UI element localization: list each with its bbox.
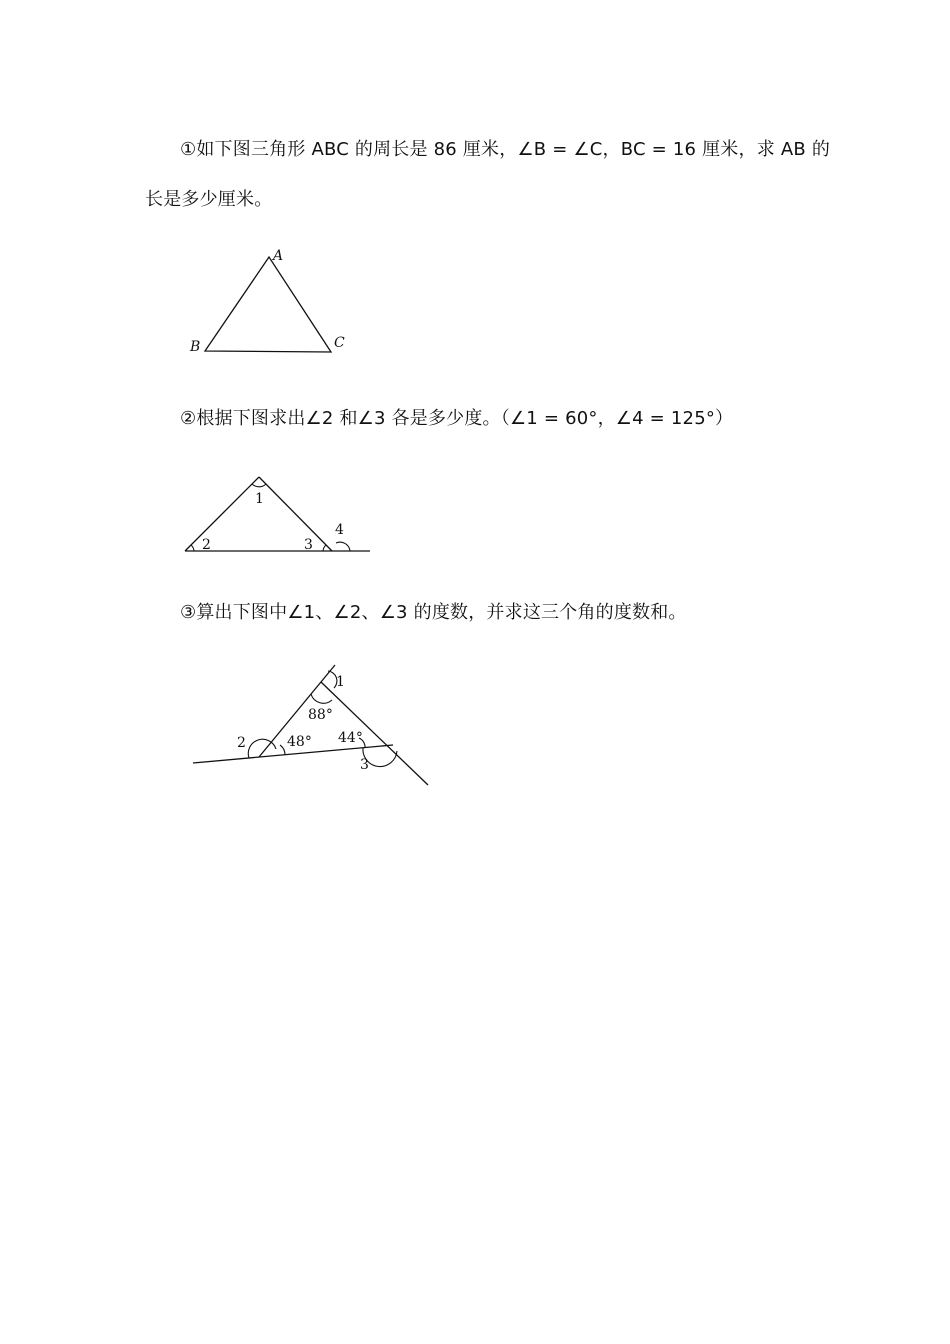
- vertex-c-label: C: [334, 335, 345, 351]
- vertex-b-label: B: [190, 339, 201, 355]
- angle-48-arc: [280, 745, 285, 755]
- triangle-abc: [205, 257, 331, 352]
- problem-1-text-line-2: 长是多少厘米。: [145, 189, 273, 210]
- problem-2-triangle-figure: [180, 470, 380, 560]
- angle-1-label: 1: [255, 491, 264, 507]
- angle-3-label: 3: [360, 757, 369, 773]
- problem-3-text-line-1: ③算出下图中∠1、∠2、∠3 的度数，并求这三个角的度数和。: [180, 602, 687, 623]
- problem-2-text-line-1: ②根据下图求出∠2 和∠3 各是多少度。（∠1 = 60°，∠4 = 125°）: [180, 408, 734, 429]
- angle-3-label: 3: [304, 537, 313, 553]
- vertex-a-label: A: [273, 248, 284, 264]
- right-side: [259, 477, 332, 551]
- angle-44-label: 44°: [338, 730, 363, 746]
- problem-1-triangle-figure: [180, 240, 360, 365]
- problem-3-triangle-figure: [185, 655, 440, 795]
- angle-2-arc: [191, 545, 194, 551]
- angle-88-arc: [311, 694, 332, 703]
- angle-48-label: 48°: [287, 734, 312, 750]
- angle-1-label: 1: [336, 674, 345, 690]
- angle-2-label: 2: [202, 537, 211, 553]
- problem-1-text-line-1: ①如下图三角形 ABC 的周长是 86 厘米，∠B = ∠C，BC = 16 厘米，求 AB 的: [180, 139, 831, 160]
- angle-4-label: 4: [335, 522, 344, 538]
- angle-1-arc: [252, 484, 266, 487]
- angle-4-arc: [336, 542, 350, 551]
- angle-2-label: 2: [237, 735, 246, 751]
- angle-2-arc: [248, 739, 276, 758]
- left-side: [185, 477, 259, 551]
- angle-88-label: 88°: [308, 707, 333, 723]
- angle-3-arc: [323, 545, 326, 551]
